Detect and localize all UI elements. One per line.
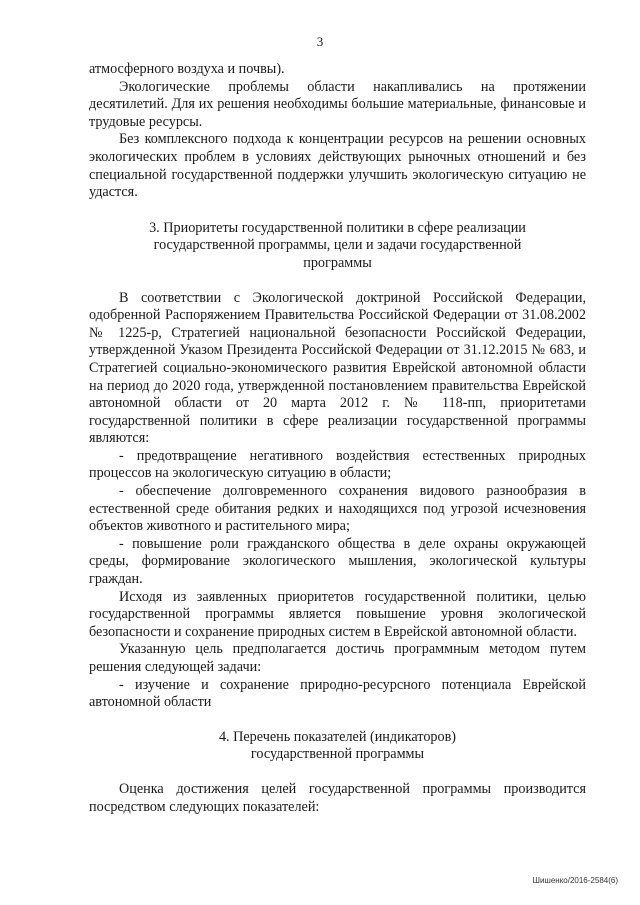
list-item: - обеспечение долговременного сохранения видового разнообразия в естественной среде обитания редких и находящихся под угрозой исчезновения объектов животного и растительного мира; [89,483,586,535]
paragraph: Оценка достижения целей государственной программы производится посредством следующих показателей: [89,780,586,815]
paragraph: Без комплексного подхода к концентрации ресурсов на решении основных экологических проблем в условиях действующих рыночных отношений и без специальной государственной поддержки улучшить экологическую ситуацию не удастся. [89,131,586,201]
page-number: 3 [316,34,324,49]
document-footer-code: Шишенко/2016-2584(6) [532,876,618,885]
section-heading-4: 4. Перечень показателей (индикаторов) государственной программы [218,728,457,763]
paragraph: Экологические проблемы области накапливались на протяжении десятилетий. Для их решения необходимы большие материальные, финансовые и трудовые ресурсы. [89,78,586,130]
paragraph: В соответствии с Экологической доктриной Российской Федерации, одобренной Распоряжением Правительства Российской Федерации от 31.08.2002 № 1225-р, Стратегией национальной безопасности Российской Федерации, утвержденной Указом Президента Российской Федерации от 31.12.2015 № 683, и Стратегией социально-экономического развития Еврейской автономной области на период до 2020 года, утвержденной постановлением правительства Еврейской автономной области от 20 марта 2012 г. № 118-пп, приоритетами государственной политики в сфере реализации государственной программы являются: [89,289,586,447]
paragraph: атмосферного воздуха и почвы). [89,61,285,77]
page-content [89,61,586,816]
paragraph: Исходя из заявленных приоритетов государственной политики, целью государственной программы является повышение уровня экологической безопасности и сохранение природных систем в Еврейской автономной области. [89,588,586,640]
paragraph: Указанную цель предполагается достичь программным методом путем решения следующей задачи: [89,641,586,675]
list-item: - изучение и сохранение природно-ресурсного потенциала Еврейской автономной области [89,676,586,711]
list-item: - повышение роли гражданского общества в деле охраны окружающей среды, формирование экологического мышления, экологической культуры граждан. [89,535,586,588]
section-heading-3: 3. Приоритеты государственной политики в сфере реализации государственной программы, цели и задачи государственной программы [149,219,526,271]
list-item: - предотвращение негативного воздействия естественных природных процессов на экологическую ситуацию в области; [89,447,586,482]
